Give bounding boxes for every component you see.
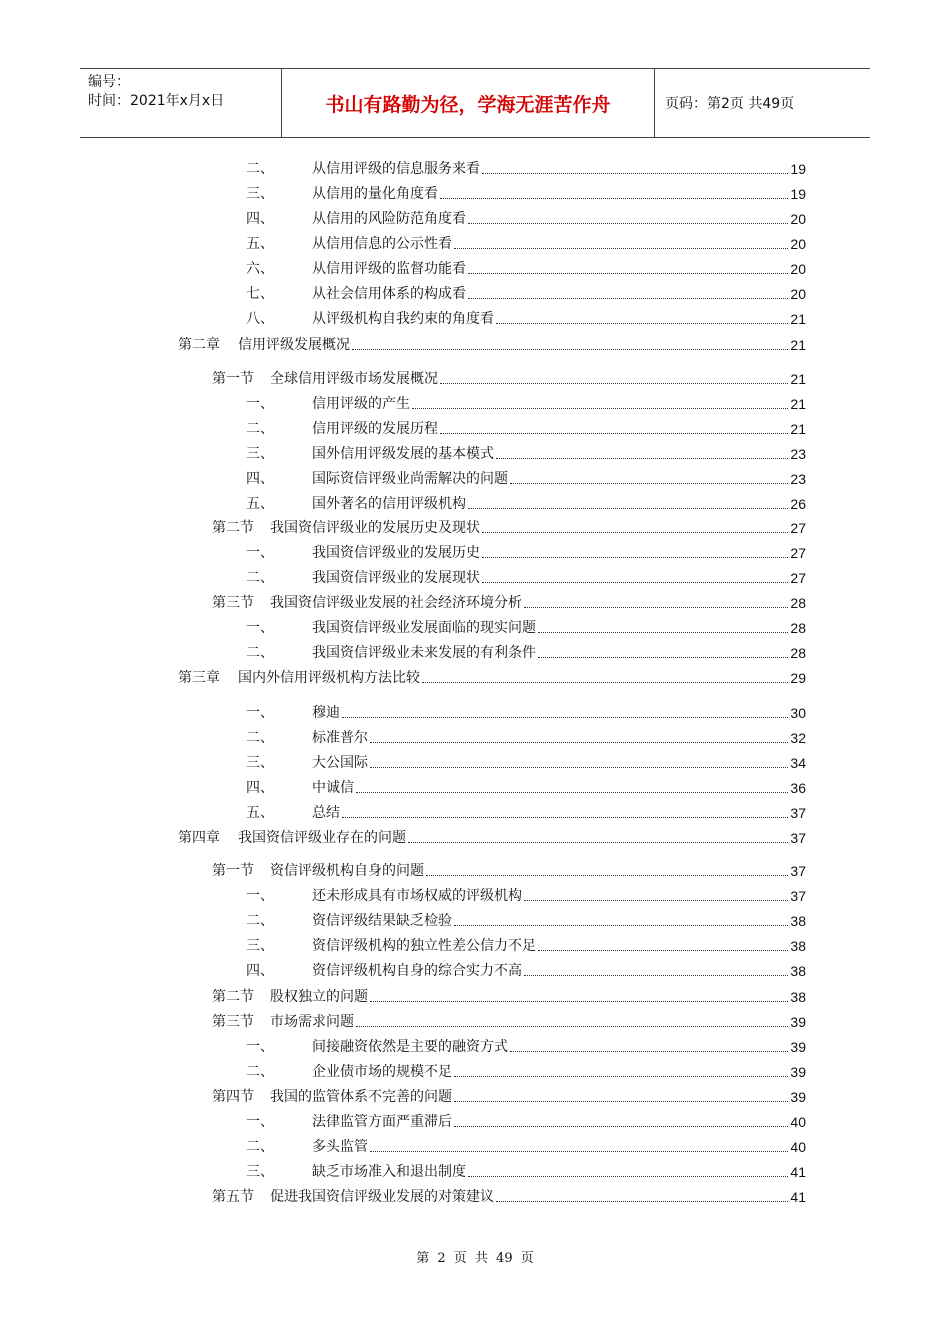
header-meta bbox=[80, 69, 281, 137]
toc-entry-number: 第四节 bbox=[212, 1089, 254, 1105]
toc-entry-page: 27 bbox=[790, 520, 806, 536]
toc-entry-number: 二、 bbox=[246, 421, 274, 437]
toc-entry-page: 20 bbox=[790, 286, 806, 302]
dot-leader bbox=[426, 875, 788, 876]
toc-entry[interactable] bbox=[212, 594, 806, 612]
toc-entry-number: 第一节 bbox=[212, 371, 254, 387]
toc-entry[interactable] bbox=[246, 1138, 806, 1156]
toc-entry-title: 从信用评级的信息服务来看 bbox=[312, 161, 480, 177]
dot-leader bbox=[352, 349, 788, 350]
toc-entry-number: 二、 bbox=[246, 1064, 274, 1080]
toc-entry-page: 21 bbox=[790, 396, 806, 412]
toc-entry-page: 38 bbox=[790, 989, 806, 1005]
toc-entry-number: 一、 bbox=[246, 1039, 274, 1055]
toc-entry[interactable] bbox=[246, 470, 806, 488]
toc-entry-number: 第一节 bbox=[212, 863, 254, 879]
toc-entry-title: 我国资信评级业发展的社会经济环境分析 bbox=[270, 595, 522, 611]
toc-entry-title: 国外信用评级发展的基本模式 bbox=[312, 446, 494, 462]
toc-entry-number: 七、 bbox=[246, 286, 274, 302]
time-label: 时间：2021年x月x日 bbox=[88, 93, 225, 109]
toc-entry[interactable] bbox=[246, 1038, 806, 1056]
header-motto: 书山有路勤为径，学海无涯苦作舟 bbox=[325, 93, 611, 116]
toc-entry[interactable] bbox=[212, 1013, 806, 1031]
toc-entry-page: 21 bbox=[790, 337, 806, 353]
toc-entry-page: 23 bbox=[790, 446, 806, 462]
toc-entry-title: 多头监管 bbox=[312, 1139, 368, 1155]
dot-leader bbox=[422, 682, 788, 683]
toc-entry[interactable] bbox=[246, 1163, 806, 1181]
toc-entry-number: 第三节 bbox=[212, 595, 254, 611]
toc-entry-number: 二、 bbox=[246, 570, 274, 586]
toc-entry[interactable] bbox=[212, 862, 806, 880]
toc-entry[interactable] bbox=[246, 754, 806, 772]
number-label: 编号： bbox=[88, 74, 130, 90]
dot-leader bbox=[370, 1151, 788, 1152]
toc-entry-title: 我国资信评级业存在的问题 bbox=[238, 830, 406, 846]
toc-entry-number: 一、 bbox=[246, 545, 274, 561]
toc-entry-number: 第二章 bbox=[178, 337, 220, 353]
toc-entry-page: 21 bbox=[790, 371, 806, 387]
toc-entry-page: 28 bbox=[790, 595, 806, 611]
page-header bbox=[80, 68, 870, 138]
toc-entry-title: 标准普尔 bbox=[312, 730, 368, 746]
toc-entry[interactable] bbox=[246, 285, 806, 303]
toc-entry-title: 资信评级结果缺乏检验 bbox=[312, 913, 452, 929]
toc-entry-page: 37 bbox=[790, 888, 806, 904]
toc-entry[interactable] bbox=[246, 260, 806, 278]
toc-entry-number: 一、 bbox=[246, 888, 274, 904]
toc-entry-page: 38 bbox=[790, 913, 806, 929]
dot-leader bbox=[496, 323, 788, 324]
dot-leader bbox=[454, 1101, 788, 1102]
toc-entry[interactable] bbox=[246, 644, 806, 662]
toc-entry-page: 29 bbox=[790, 670, 806, 686]
dot-leader bbox=[496, 458, 788, 459]
toc-entry-page: 39 bbox=[790, 1064, 806, 1080]
toc-entry-title: 我国资信评级业的发展现状 bbox=[312, 570, 480, 586]
toc-entry-title: 大公国际 bbox=[312, 755, 368, 771]
page-footer: 第 2 页 共 49 页 bbox=[416, 1251, 534, 1266]
toc-entry-number: 三、 bbox=[246, 186, 274, 202]
toc-entry-number: 四、 bbox=[246, 780, 274, 796]
toc-entry-page: 41 bbox=[790, 1164, 806, 1180]
header-page-info-cell bbox=[655, 69, 870, 137]
toc-entry[interactable] bbox=[246, 619, 806, 637]
toc-entry-number: 一、 bbox=[246, 705, 274, 721]
toc-entry-title: 我国资信评级业的发展历史及现状 bbox=[270, 520, 480, 536]
toc-entry-title: 从信用的风险防范角度看 bbox=[312, 211, 466, 227]
toc-entry-title: 国际资信评级业尚需解决的问题 bbox=[312, 471, 508, 487]
toc-entry-number: 五、 bbox=[246, 236, 274, 252]
toc-entry-title: 国内外信用评级机构方法比较 bbox=[238, 670, 420, 686]
toc-entry[interactable] bbox=[212, 370, 806, 388]
toc-entry-number: 八、 bbox=[246, 311, 274, 327]
toc-entry-title: 我国资信评级业未来发展的有利条件 bbox=[312, 645, 536, 661]
toc-entry-page: 41 bbox=[790, 1189, 806, 1205]
toc-entry-page: 34 bbox=[790, 755, 806, 771]
toc-entry-number: 六、 bbox=[246, 261, 274, 277]
toc-entry-number: 第二节 bbox=[212, 520, 254, 536]
toc-entry[interactable] bbox=[246, 235, 806, 253]
toc-entry-number: 一、 bbox=[246, 1114, 274, 1130]
toc-entry-title: 信用评级的产生 bbox=[312, 396, 410, 412]
toc-entry-page: 21 bbox=[790, 311, 806, 327]
dot-leader bbox=[468, 223, 788, 224]
dot-leader bbox=[482, 582, 788, 583]
toc-entry[interactable] bbox=[178, 829, 806, 847]
toc-entry[interactable] bbox=[212, 1088, 806, 1106]
toc-entry-page: 36 bbox=[790, 780, 806, 796]
toc-entry[interactable] bbox=[246, 544, 806, 562]
toc-entry-number: 第五节 bbox=[212, 1189, 254, 1205]
dot-leader bbox=[482, 532, 788, 533]
toc-entry[interactable] bbox=[246, 210, 806, 228]
toc-entry[interactable] bbox=[246, 1113, 806, 1131]
toc-entry[interactable] bbox=[246, 729, 806, 747]
dot-leader bbox=[482, 173, 788, 174]
dot-leader bbox=[408, 842, 788, 843]
toc-entry-title: 国外著名的信用评级机构 bbox=[312, 496, 466, 512]
toc-entry[interactable] bbox=[212, 519, 806, 537]
toc-entry-page: 28 bbox=[790, 645, 806, 661]
dot-leader bbox=[370, 767, 788, 768]
dot-leader bbox=[468, 298, 788, 299]
toc-entry-page: 39 bbox=[790, 1039, 806, 1055]
toc-entry[interactable] bbox=[246, 704, 806, 722]
dot-leader bbox=[510, 1051, 788, 1052]
toc-entry-page: 40 bbox=[790, 1139, 806, 1155]
header-page-info: 页码：第2页 共49页 bbox=[665, 96, 795, 112]
toc-entry-title: 从社会信用体系的构成看 bbox=[312, 286, 466, 302]
toc-entry-page: 37 bbox=[790, 863, 806, 879]
toc-entry-title: 促进我国资信评级业发展的对策建议 bbox=[270, 1189, 494, 1205]
toc-entry-page: 23 bbox=[790, 471, 806, 487]
toc-entry[interactable] bbox=[246, 569, 806, 587]
toc-entry-title: 我国资信评级业发展面临的现实问题 bbox=[312, 620, 536, 636]
toc-entry-number: 四、 bbox=[246, 211, 274, 227]
dot-leader bbox=[538, 632, 788, 633]
toc-entry-page: 37 bbox=[790, 805, 806, 821]
toc-entry-number: 一、 bbox=[246, 620, 274, 636]
toc-entry-title: 资信评级机构自身的问题 bbox=[270, 863, 424, 879]
toc-entry-title: 缺乏市场准入和退出制度 bbox=[312, 1164, 466, 1180]
dot-leader bbox=[510, 483, 788, 484]
toc-entry-page: 27 bbox=[790, 545, 806, 561]
toc-entry[interactable] bbox=[246, 937, 806, 955]
dot-leader bbox=[342, 817, 788, 818]
dot-leader bbox=[538, 950, 788, 951]
toc-entry-page: 21 bbox=[790, 421, 806, 437]
toc-entry-title: 企业债市场的规模不足 bbox=[312, 1064, 452, 1080]
toc-entry-page: 38 bbox=[790, 938, 806, 954]
dot-leader bbox=[468, 273, 788, 274]
toc-entry[interactable] bbox=[178, 669, 806, 687]
dot-leader bbox=[356, 1026, 788, 1027]
toc-entry-number: 三、 bbox=[246, 446, 274, 462]
toc-entry-page: 19 bbox=[790, 161, 806, 177]
dot-leader bbox=[524, 975, 788, 976]
toc-entry-title: 资信评级机构的独立性差公信力不足 bbox=[312, 938, 536, 954]
toc-entry-title: 穆迪 bbox=[312, 705, 340, 721]
toc-entry-title: 总结 bbox=[312, 805, 340, 821]
toc-entry-title: 我国的监管体系不完善的问题 bbox=[270, 1089, 452, 1105]
toc-entry-page: 38 bbox=[790, 963, 806, 979]
toc-entry-title: 从信用信息的公示性看 bbox=[312, 236, 452, 252]
toc-entry-number: 第二节 bbox=[212, 989, 254, 1005]
dot-leader bbox=[524, 607, 788, 608]
dot-leader bbox=[468, 508, 788, 509]
toc-entry[interactable] bbox=[246, 912, 806, 930]
toc-entry-page: 20 bbox=[790, 236, 806, 252]
dot-leader bbox=[454, 1126, 788, 1127]
toc-entry[interactable] bbox=[246, 160, 806, 178]
toc-entry[interactable] bbox=[246, 185, 806, 203]
toc-entry-number: 三、 bbox=[246, 938, 274, 954]
toc-entry[interactable] bbox=[246, 1063, 806, 1081]
toc-entry-title: 法律监管方面严重滞后 bbox=[312, 1114, 452, 1130]
toc-entry-page: 40 bbox=[790, 1114, 806, 1130]
toc-entry-title: 市场需求问题 bbox=[270, 1014, 354, 1030]
dot-leader bbox=[370, 1001, 788, 1002]
toc-entry-page: 32 bbox=[790, 730, 806, 746]
toc-entry-page: 26 bbox=[790, 496, 806, 512]
dot-leader bbox=[524, 900, 788, 901]
dot-leader bbox=[440, 383, 788, 384]
toc-entry-page: 39 bbox=[790, 1014, 806, 1030]
toc-entry-number: 四、 bbox=[246, 471, 274, 487]
toc-entry[interactable] bbox=[246, 804, 806, 822]
dot-leader bbox=[468, 1176, 788, 1177]
toc-entry[interactable] bbox=[246, 887, 806, 905]
toc-entry-title: 从信用的量化角度看 bbox=[312, 186, 438, 202]
toc-entry-page: 19 bbox=[790, 186, 806, 202]
toc-entry-title: 全球信用评级市场发展概况 bbox=[270, 371, 438, 387]
toc-entry-number: 三、 bbox=[246, 755, 274, 771]
toc-entry-page: 20 bbox=[790, 261, 806, 277]
toc-entry-page: 20 bbox=[790, 211, 806, 227]
toc-entry[interactable] bbox=[246, 962, 806, 980]
toc-entry-title: 从评级机构自我约束的角度看 bbox=[312, 311, 494, 327]
dot-leader bbox=[356, 792, 788, 793]
toc-entry-page: 37 bbox=[790, 830, 806, 846]
toc-entry-title: 从信用评级的监督功能看 bbox=[312, 261, 466, 277]
toc-entry-number: 一、 bbox=[246, 396, 274, 412]
toc-entry-title: 间接融资依然是主要的融资方式 bbox=[312, 1039, 508, 1055]
toc-entry[interactable] bbox=[246, 445, 806, 463]
dot-leader bbox=[440, 198, 788, 199]
dot-leader bbox=[454, 1076, 788, 1077]
toc-entry-number: 二、 bbox=[246, 1139, 274, 1155]
toc-entry-page: 30 bbox=[790, 705, 806, 721]
dot-leader bbox=[412, 408, 788, 409]
toc-entry-number: 第三章 bbox=[178, 670, 220, 686]
toc-entry-number: 二、 bbox=[246, 645, 274, 661]
header-motto-cell bbox=[281, 69, 655, 137]
toc-entry-title: 信用评级发展概况 bbox=[238, 337, 350, 353]
toc-entry[interactable] bbox=[246, 395, 806, 413]
dot-leader bbox=[370, 742, 788, 743]
toc-entry-title: 我国资信评级业的发展历史 bbox=[312, 545, 480, 561]
toc-entry-number: 二、 bbox=[246, 913, 274, 929]
toc-entry-page: 39 bbox=[790, 1089, 806, 1105]
toc-entry-page: 27 bbox=[790, 570, 806, 586]
toc-entry-number: 五、 bbox=[246, 496, 274, 512]
toc-entry-title: 还未形成具有市场权威的评级机构 bbox=[312, 888, 522, 904]
toc-entry[interactable] bbox=[246, 779, 806, 797]
dot-leader bbox=[538, 657, 788, 658]
toc-entry-number: 二、 bbox=[246, 161, 274, 177]
toc-entry-number: 第三节 bbox=[212, 1014, 254, 1030]
toc-entry[interactable] bbox=[246, 495, 806, 513]
dot-leader bbox=[482, 557, 788, 558]
toc-entry-title: 中诚信 bbox=[312, 780, 354, 796]
toc-entry-page: 28 bbox=[790, 620, 806, 636]
dot-leader bbox=[454, 248, 788, 249]
toc-entry-number: 四、 bbox=[246, 963, 274, 979]
dot-leader bbox=[454, 925, 788, 926]
toc-entry[interactable] bbox=[212, 988, 806, 1006]
toc-entry-title: 股权独立的问题 bbox=[270, 989, 368, 1005]
toc-entry[interactable] bbox=[246, 420, 806, 438]
dot-leader bbox=[496, 1201, 788, 1202]
toc-entry-number: 五、 bbox=[246, 805, 274, 821]
toc-entry-number: 三、 bbox=[246, 1164, 274, 1180]
dot-leader bbox=[440, 433, 788, 434]
dot-leader bbox=[342, 717, 788, 718]
toc-entry[interactable] bbox=[212, 1188, 806, 1206]
toc-entry[interactable] bbox=[246, 310, 806, 328]
toc-entry[interactable] bbox=[178, 336, 806, 354]
toc-entry-title: 信用评级的发展历程 bbox=[312, 421, 438, 437]
toc-entry-number: 二、 bbox=[246, 730, 274, 746]
toc-entry-number: 第四章 bbox=[178, 830, 220, 846]
toc-entry-title: 资信评级机构自身的综合实力不高 bbox=[312, 963, 522, 979]
